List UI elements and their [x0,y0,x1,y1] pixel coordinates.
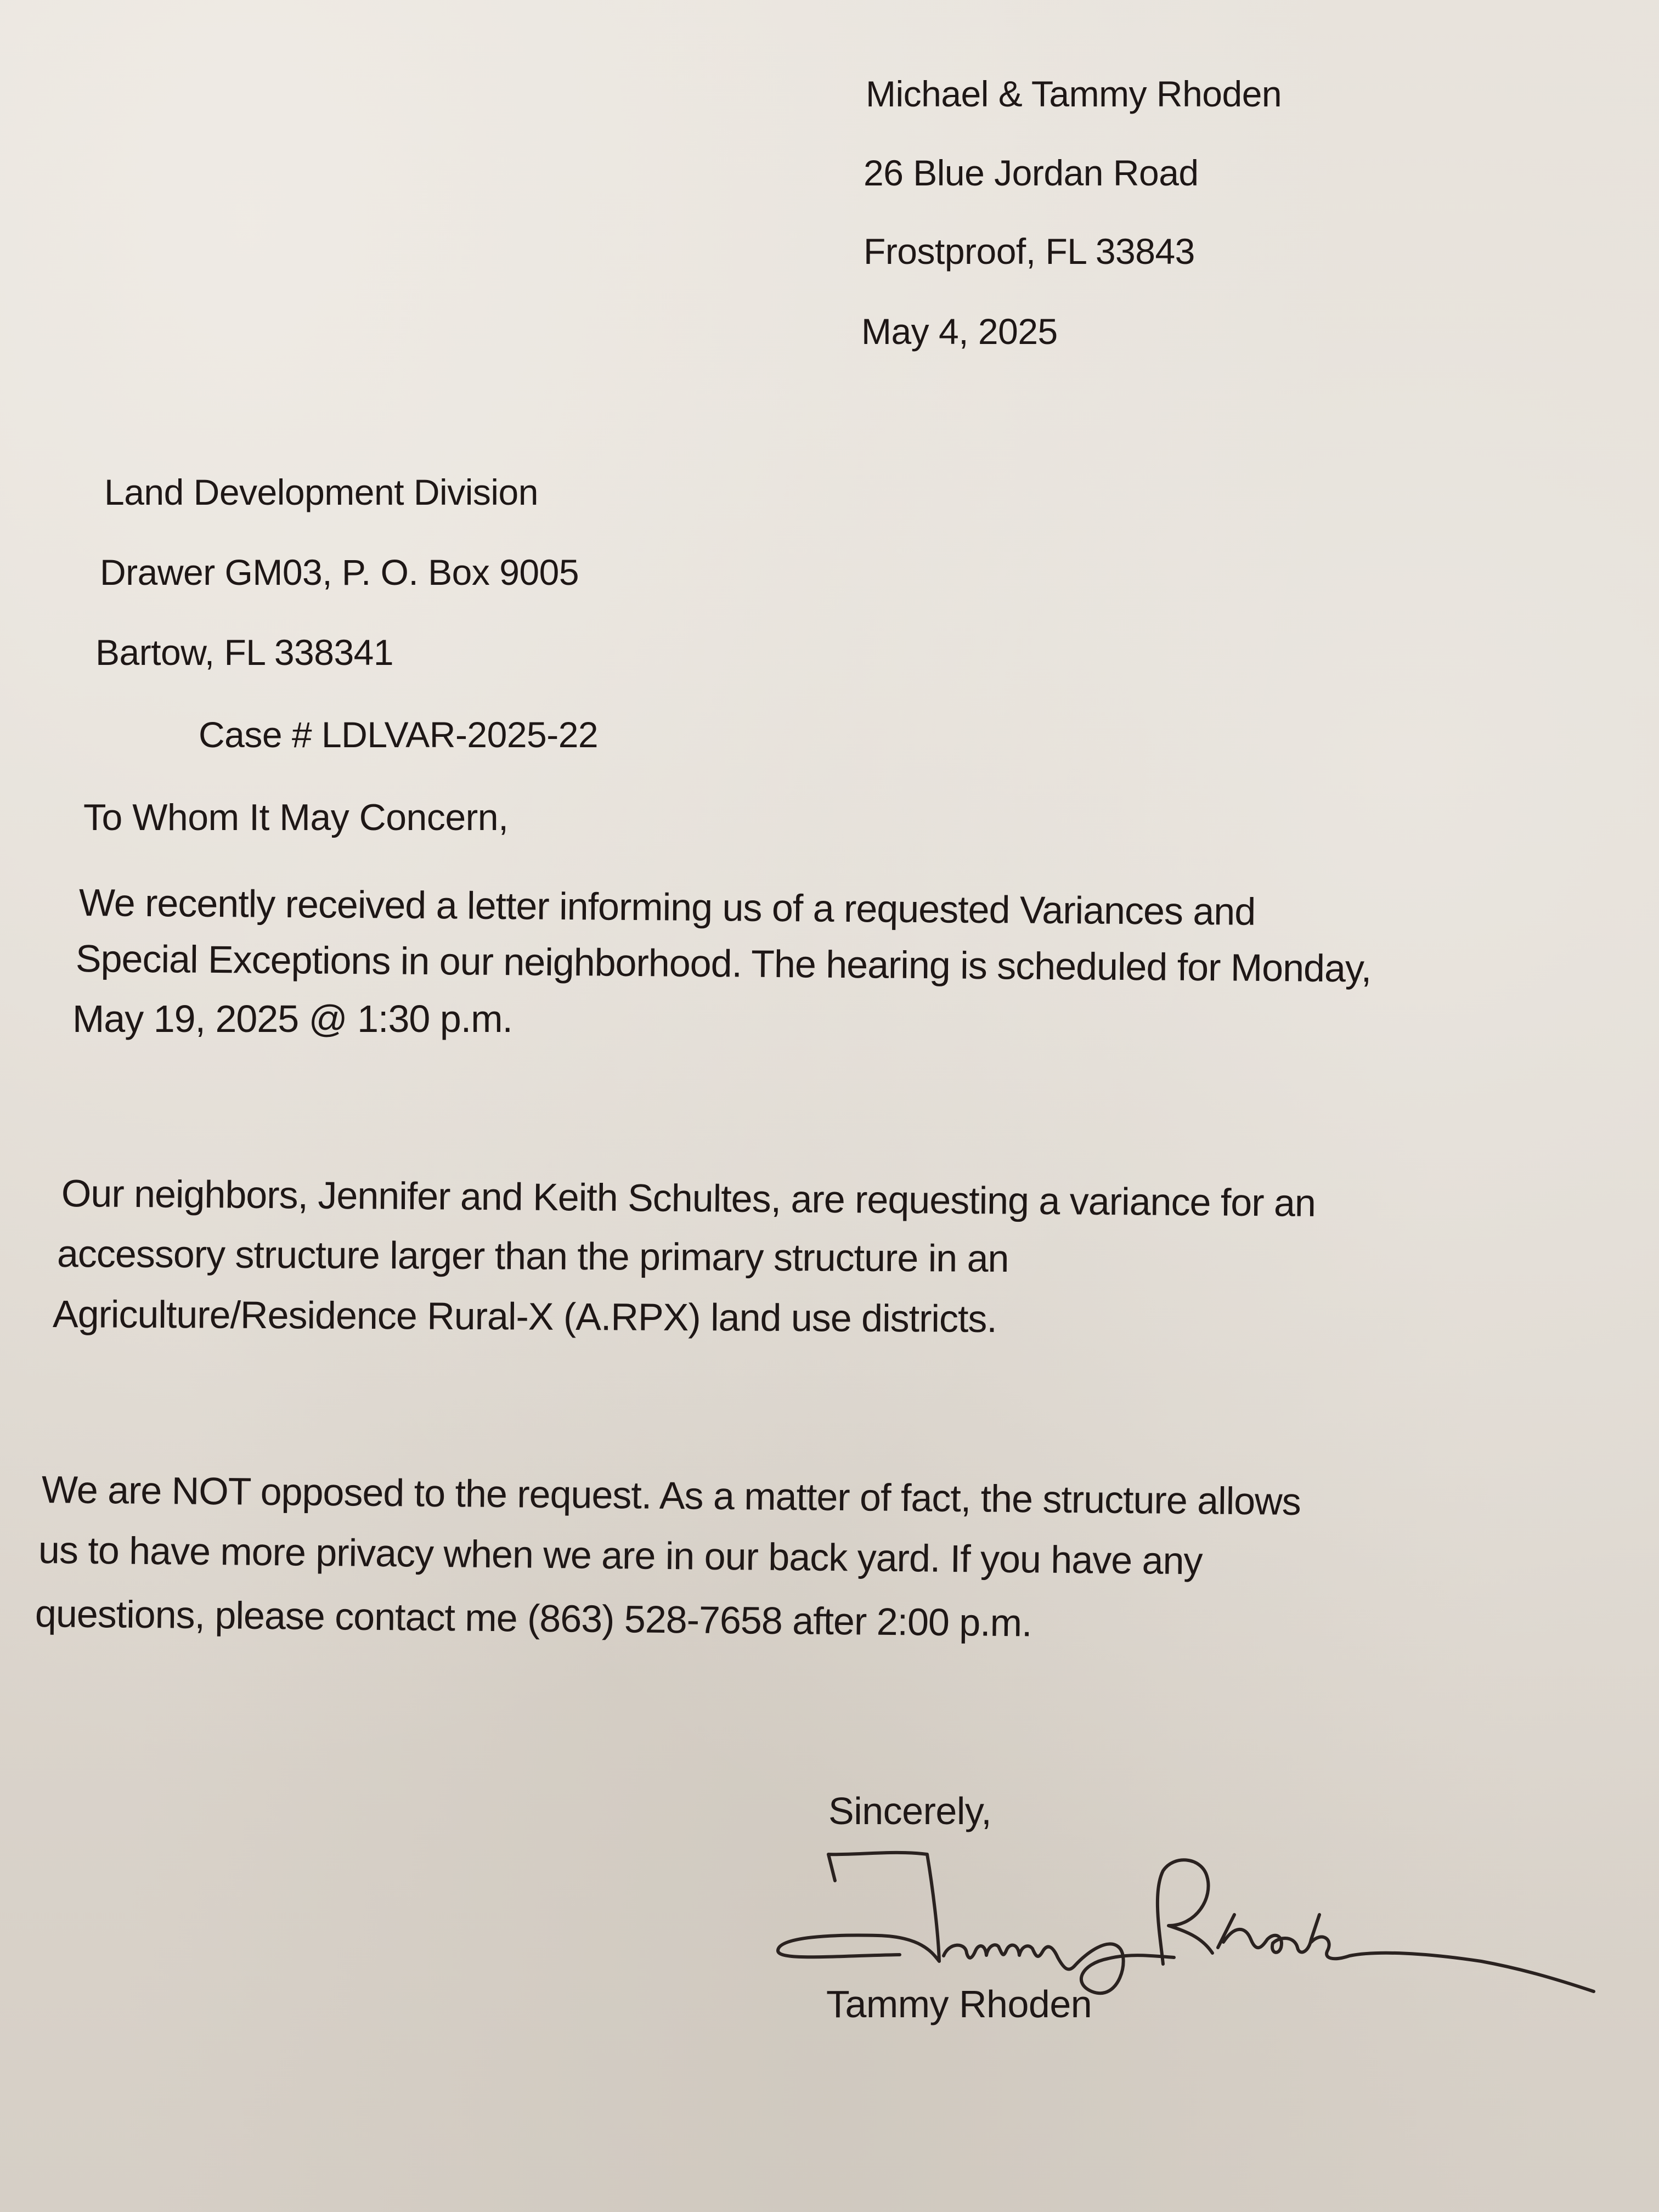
paragraph-line: We are NOT opposed to the request. As a matter of fact, the structure allows [41,1468,1301,1523]
sender-street: 26 Blue Jordan Road [864,153,1199,193]
paragraph-line: accessory structure larger than the primary structure in an [57,1232,1009,1280]
paragraph-line: questions, please contact me (863) 528-7658 after 2:00 p.m. [35,1592,1032,1645]
recipient-city-state-zip: Bartow, FL 338341 [95,632,394,673]
letter-date: May 4, 2025 [861,311,1058,352]
recipient-name: Land Development Division [104,472,538,512]
paragraph-line: us to have more privacy when we are in our back yard. If you have any [38,1528,1203,1583]
paragraph-line: Special Exceptions in our neighborhood. The hearing is scheduled for Monday, [75,937,1372,990]
salutation: To Whom It May Concern, [83,797,509,838]
case-reference: Case # LDLVAR-2025-22 [199,714,599,755]
sender-city-state-zip: Frostproof, FL 33843 [864,231,1195,272]
paragraph-line: Agriculture/Residence Rural-X (A.RPX) land use districts. [52,1293,997,1341]
paragraph-line: We recently received a letter informing us of a requested Variances and [78,881,1256,933]
signature-name: Tammy Rhoden [826,1983,1092,2025]
recipient-address: Drawer GM03, P. O. Box 9005 [100,552,579,592]
paragraph-line: May 19, 2025 @ 1:30 p.m. [72,997,512,1040]
closing: Sincerely, [828,1790,992,1832]
sender-name: Michael & Tammy Rhoden [866,74,1282,114]
paragraph-line: Our neighbors, Jennifer and Keith Schultes, are requesting a variance for an [61,1172,1316,1224]
